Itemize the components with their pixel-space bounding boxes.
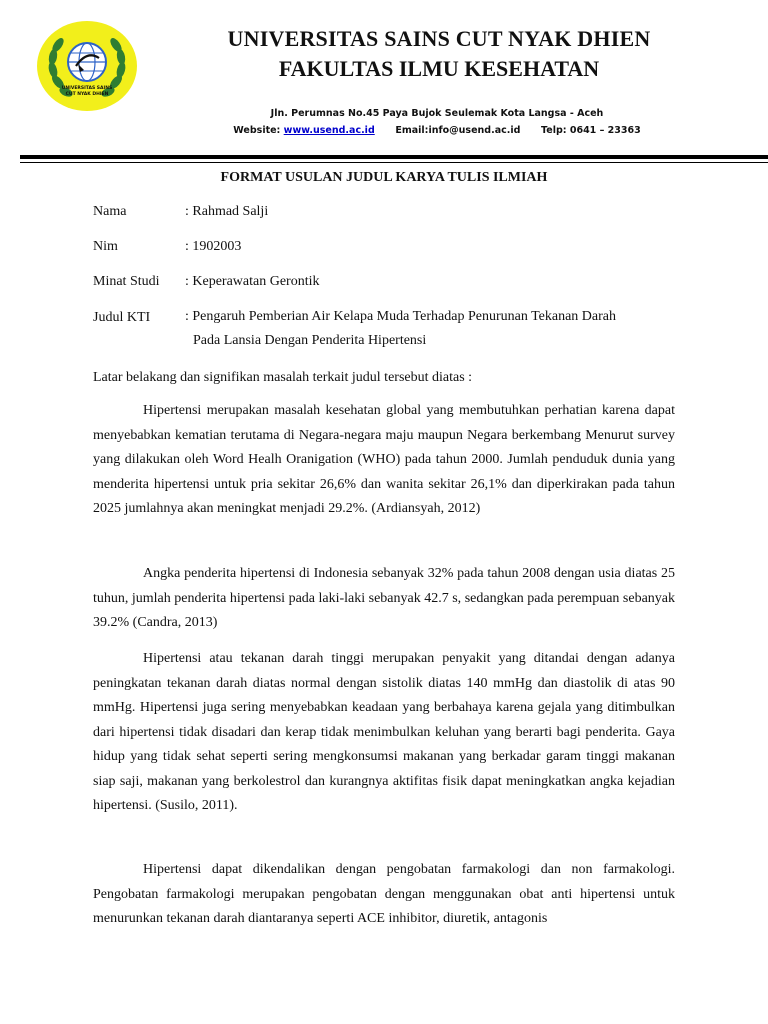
field-label: Nama [93,204,127,219]
field-value: : Keperawatan Gerontik [185,274,320,289]
field-label: Nim [93,239,118,254]
university-logo [36,20,138,112]
paragraph: Hipertensi atau tekanan darah tinggi merupakan penyakit yang ditandai dengan adanya peningkatan tekanan darah diatas normal dengan sistolik diatas 140 mmHg dan diastolik di atas 90 mmHg. Hipertensi juga sering menyebabkan keadaan yang berbahaya karena gejala yang ditimbulkan dari hipertensi tidak disadari dan kerap tidak menimbulkan keluhan yang berarti bagi penderita. Gaya hidup yang tidak sehat seperti sering mengkonsumsi makanan yang berkadar garam tinggi makanan siap saji, makanan yang berkolestrol dan kurangnya aktifitas fisik dapat meningkatkan angka kejadian hipertensi. (Susilo, 2011). [93,651,675,813]
judul-kti-line: Pada Lansia Dengan Penderita Hipertensi [193,333,427,348]
paragraph: Hipertensi merupakan masalah kesehatan global yang membutuhkan perhatian karena dapat menyebabkan kematian terutama di Negara-negara maju maupun Negara berkembang Menurut survey yang dilakukan oleh Word Healh Oranigation (WHO) pada tahun 2000. Jumlah penduduk dunia yang menderita hipertensi untuk pria sekitar 26,6% dan wanita sekitar 26,1% dan diperkirakan pada tahun 2025 jumlahnya akan meningkat menjadi 29.2%. (Ardiansyah, 2012) [93,403,675,516]
logo-bottom-text: CUT NYAK DHIEN [65,92,109,97]
phone-text: Telp: 0641 – 23363 [541,125,641,136]
judul-kti-line: : Pengaruh Pemberian Air Kelapa Muda Terhadap Penurunan Tekanan Darah [185,309,616,324]
university-name: UNIVERSITAS SAINS CUT NYAK DHIEN [227,26,651,51]
logo-top-text: UNIVERSITAS SAINS [61,86,113,91]
website-link[interactable]: www.usend.ac.id [283,125,375,136]
paragraph: Hipertensi dapat dikendalikan dengan pengobatan farmakologi dan non farmakologi. Pengobatan farmakologi merupakan pengobatan dengan menggunakan obat anti hipertensi untuk menurunkan tekanan darah diantaranya seperti ACE inhibitor, diuretik, antagonis [93,862,675,926]
contact-line [150,125,724,136]
header-divider-thick [20,155,768,159]
judul-kti-value [185,305,680,353]
field-value: : 1902003 [185,239,242,254]
paragraph: Angka penderita hipertensi di Indonesia sebanyak 32% pada tahun 2008 dengan usia diatas 25 tuhun, jumlah penderita hipertensi pada laki-laki sebanyak 42.7 s, sedangkan pada perempuan sebanyak 39.2% (Candra, 2013) [93,566,675,630]
field-label: Judul KTI [93,310,151,325]
header-divider-thin [20,162,768,163]
intro-text: Latar belakang dan signifikan masalah terkait judul tersebut diatas : [93,370,473,385]
website-label: Website: [233,125,281,136]
field-value: : Rahmad Salji [185,204,269,219]
field-label: Minat Studi [93,274,160,289]
email-text: Email:info@usend.ac.id [395,125,521,136]
address: Jln. Perumnas No.45 Paya Bujok Seulemak Kota Langsa - Aceh [270,108,604,119]
university-seal-icon [36,20,138,112]
document-title: FORMAT USULAN JUDUL KARYA TULIS ILMIAH [220,170,548,185]
faculty-name: FAKULTAS ILMU KESEHATAN [278,56,600,81]
